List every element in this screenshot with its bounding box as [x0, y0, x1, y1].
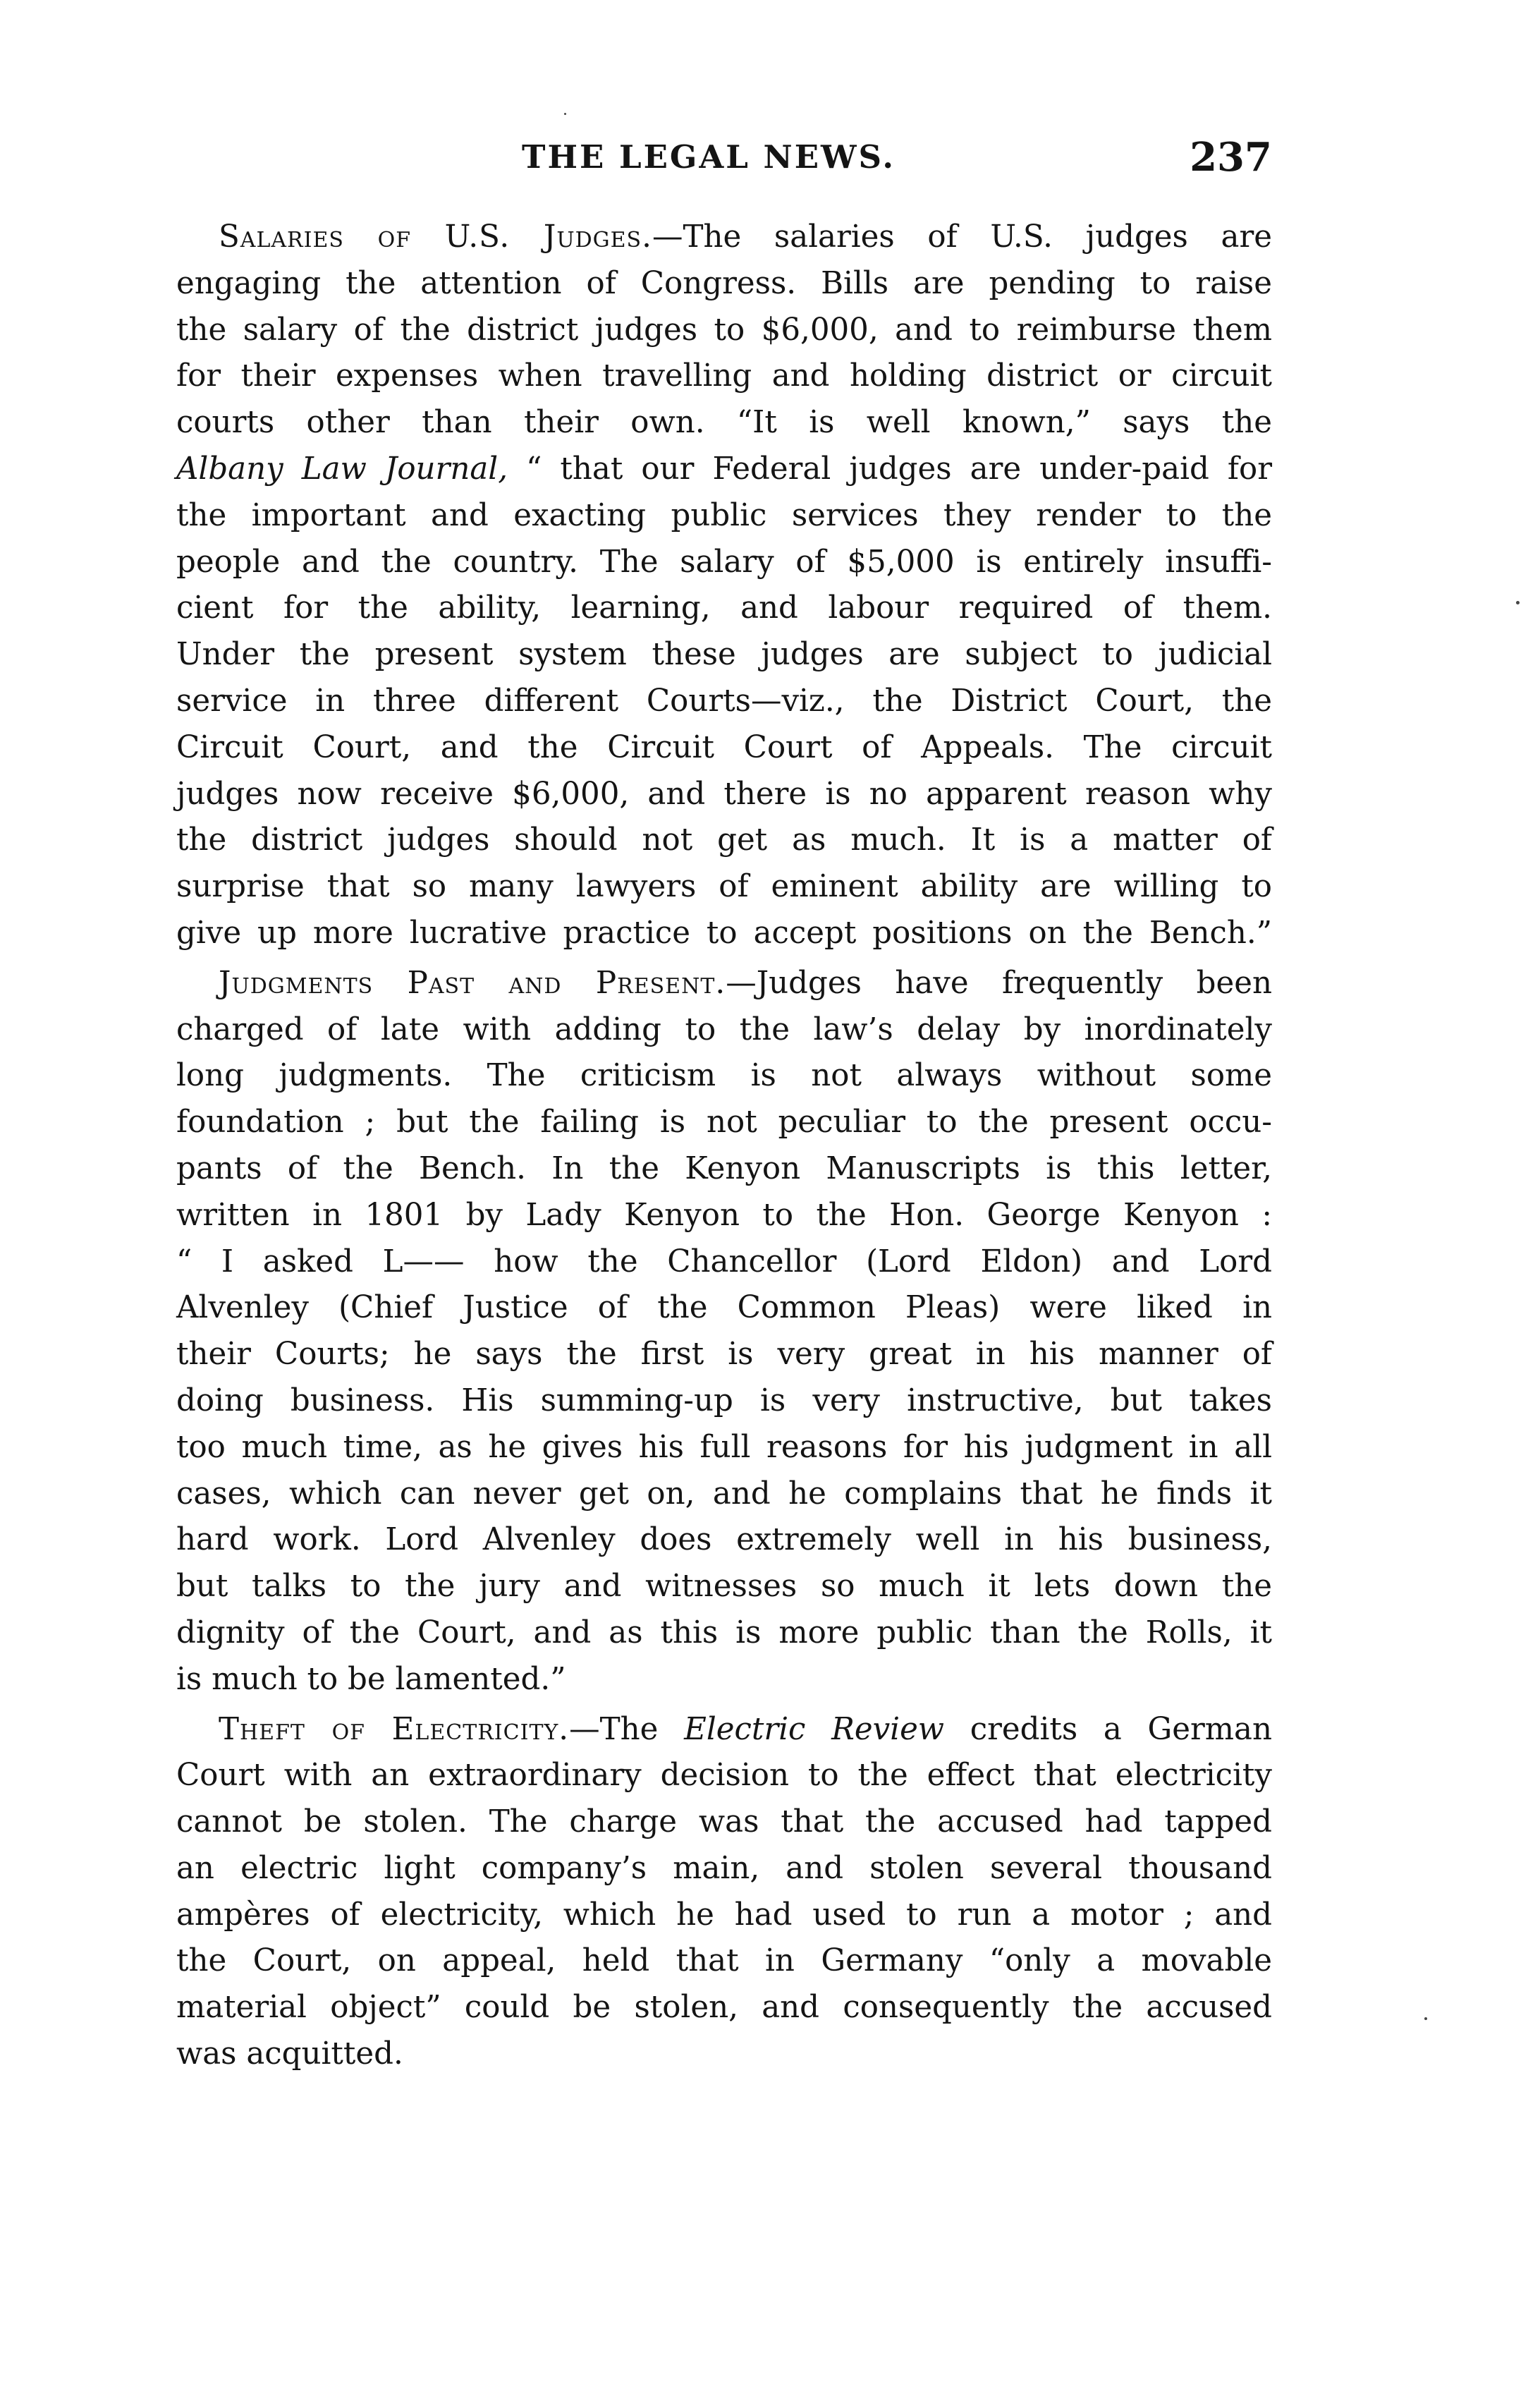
text-line: Circuit Court, and the Circuit Court of Appeals. The circuit [176, 729, 1272, 765]
text-line: cient for the ability, learning, and labour required of them. [176, 590, 1272, 626]
article-judgments-past-and-present [176, 961, 1272, 1703]
text-line: pants of the Bench. In the Kenyon Manuscripts is this letter, [176, 1150, 1272, 1186]
text-line: the important and exacting public services they render to the [176, 497, 1272, 533]
text-line: but talks to the jury and witnesses so much it lets down the [176, 1569, 1272, 1605]
text-line: doing business. His summing-up is very instructive, but takes [176, 1382, 1272, 1418]
scan-speck [564, 113, 566, 115]
article-heading: Judgments Past and Present. [219, 965, 726, 1001]
text-line: Court with an extraordinary decision to the effect that electricity [176, 1758, 1272, 1794]
page-number: 237 [1190, 134, 1272, 181]
text-line: was acquitted. [176, 2036, 403, 2072]
text-line: an electric light company’s main, and stolen several thousand [176, 1850, 1272, 1886]
scan-speck [1516, 601, 1520, 604]
text-line: cannot be stolen. The charge was that the accused had tapped [176, 1804, 1272, 1840]
journal-title: Electric Review [684, 1711, 945, 1747]
article-heading: Theft of Electricity. [219, 1711, 570, 1747]
text-line: Under the present system these judges are subject to judicial [176, 637, 1272, 673]
text-line: for their expenses when travelling and holding district or circuit [176, 358, 1272, 394]
text-line: ampères of electricity, which he had used to run a motor ; and [176, 1897, 1272, 1933]
page-header [176, 134, 1272, 188]
text-line: the district judges should not get as much. It is a matter of [176, 822, 1272, 858]
text-line: dignity of the Court, and as this is more public than the Rolls, it [176, 1614, 1272, 1650]
body-text [176, 214, 1272, 2078]
text-line: their Courts; he says the first is very great in his manner of [176, 1337, 1272, 1373]
text-line: Alvenley (Chief Justice of the Common Pleas) were liked in [176, 1290, 1272, 1326]
text-line: hard work. Lord Alvenley does extremely well in his business, [176, 1522, 1272, 1558]
running-head: THE LEGAL NEWS. [522, 138, 896, 176]
text-line: cases, which can never get on, and he complains that he finds it [176, 1476, 1272, 1512]
article-heading: Salaries of U.S. Judges. [219, 219, 652, 255]
scan-speck [1424, 2017, 1427, 2020]
article-first-line: Theft of Electricity.—The Electric Review credits a German [219, 1711, 1272, 1747]
text-line: too much time, as he gives his full reasons for his judgment in all [176, 1429, 1272, 1465]
article-salaries-of-judges [176, 214, 1272, 957]
text-line: service in three different Courts—viz., the District Court, the [176, 683, 1272, 719]
text-line: people and the country. The salary of $5,000 is entirely insuffi- [176, 544, 1272, 580]
text-line: foundation ; but the failing is not peculiar to the present occu- [176, 1105, 1272, 1141]
article-first-line: Judgments Past and Present.—Judges have frequently been [219, 965, 1272, 1001]
text-line: material object” could be stolen, and consequently the accused [176, 1990, 1272, 2026]
text-line: written in 1801 by Lady Kenyon to the Hon. George Kenyon : [176, 1197, 1272, 1233]
text-line: judges now receive $6,000, and there is no apparent reason why [176, 776, 1272, 812]
text-line: “ I asked L—— how the Chancellor (Lord Eldon) and Lord [176, 1243, 1272, 1279]
text-line: Albany Law Journal, “ that our Federal judges are under-paid for [176, 451, 1273, 487]
page [176, 0, 1272, 2396]
text-line: the Court, on appeal, held that in Germany “only a movable [176, 1943, 1272, 1979]
text-line: charged of late with adding to the law’s delay by inordinately [176, 1011, 1272, 1047]
article-first-line: Salaries of U.S. Judges.—The salaries of U.S. judges are [219, 219, 1272, 255]
text-line: long judgments. The criticism is not always without some [176, 1058, 1272, 1094]
text-line: surprise that so many lawyers of eminent ability are willing to [176, 869, 1272, 905]
text-line: is much to be lamented.” [176, 1661, 566, 1697]
text-line: courts other than their own. “It is well known,” says the [176, 405, 1272, 441]
journal-title: Albany Law Journal, [176, 451, 508, 487]
text-line: give up more lucrative practice to accept positions on the Bench.” [176, 915, 1272, 951]
text-line: engaging the attention of Congress. Bills are pending to raise [176, 265, 1272, 301]
article-theft-of-electricity [176, 1707, 1272, 2078]
text-line: the salary of the district judges to $6,000, and to reimburse them [176, 312, 1272, 348]
